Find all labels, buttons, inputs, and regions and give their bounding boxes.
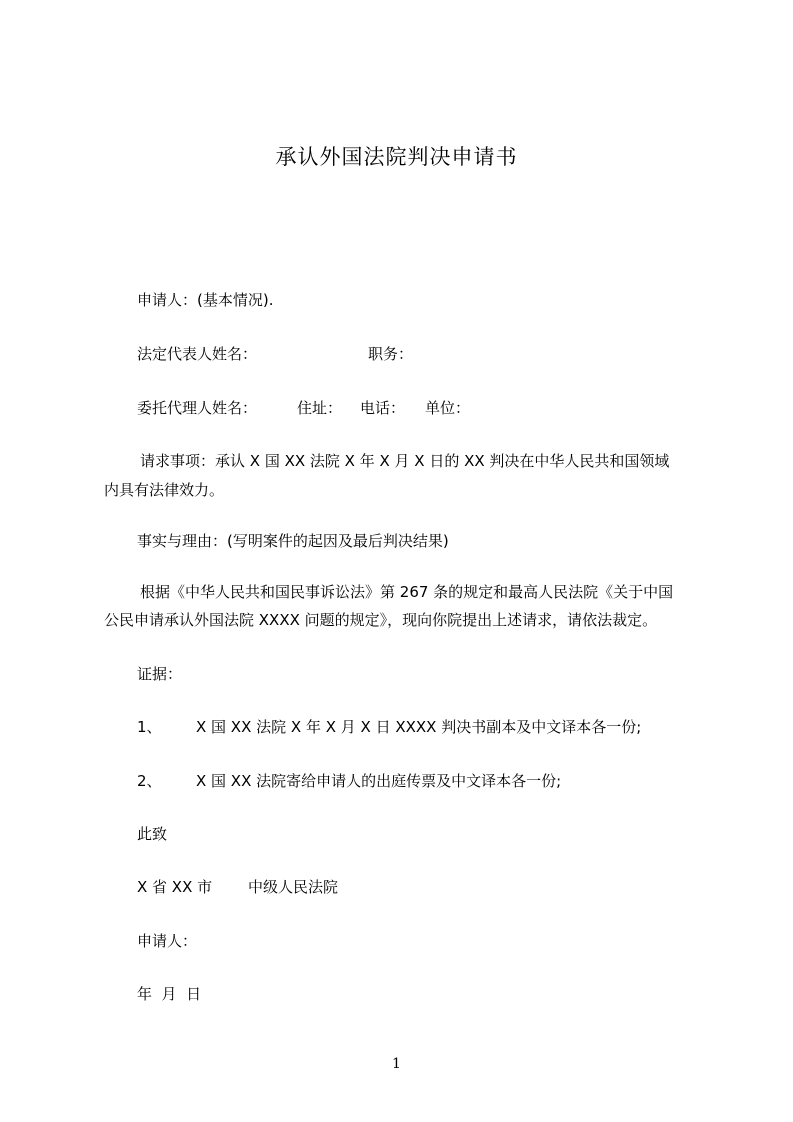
evidence-item [137,771,562,791]
agent-name-label: 委托代理人姓名： [137,399,258,417]
court-line [137,877,339,897]
closing-line: 此致 [137,825,168,843]
date-line: 年 月 日 [137,985,202,1003]
agent-line [137,398,471,418]
request-line-1: 请求事项：承认 X 国 XX 法院 X 年 X 月 X 日的 XX 判决在中华人民共和国领域 [140,452,670,470]
document-title: 承认外国法院判决申请书 [275,145,518,169]
agent-unit-label: 单位： [425,399,471,417]
legal-rep-position-label: 职务： [368,345,414,363]
evidence-text: X 国 XX 法院 X 年 X 月 X 日 XXXX 判决书副本及中文译本各一份; [196,718,642,736]
evidence-text: X 国 XX 法院寄给申请人的出庭传票及中文译本各一份; [196,772,562,790]
signature-line: 申请人： [137,932,198,950]
evidence-item [137,717,642,737]
legal-rep-line [137,344,414,364]
evidence-number: 1、 [137,718,162,736]
basis-line-1: 根据《中华人民共和国民事诉讼法》第 267 条的规定和最高人民法院《关于中国 [140,583,674,601]
request-line-2: 内具有法律效力。 [104,481,225,499]
page-number: 1 [392,1056,401,1072]
court-name: 中级人民法院 [248,878,339,896]
applicant-line: 申请人：(基本情况). [137,291,274,309]
facts-line: 事实与理由：(写明案件的起因及最后判决结果) [137,532,449,550]
legal-rep-name-label: 法定代表人姓名： [137,345,258,363]
court-region: X 省 XX 市 [137,878,213,896]
evidence-number: 2、 [137,772,162,790]
evidence-label: 证据： [137,665,183,683]
agent-address-label: 住址： [297,399,343,417]
agent-phone-label: 电话： [360,399,406,417]
basis-line-2: 公民申请承认外国法院 XXXX 问题的规定》，现向你院提出上述请求，请依法裁定。 [104,611,658,629]
